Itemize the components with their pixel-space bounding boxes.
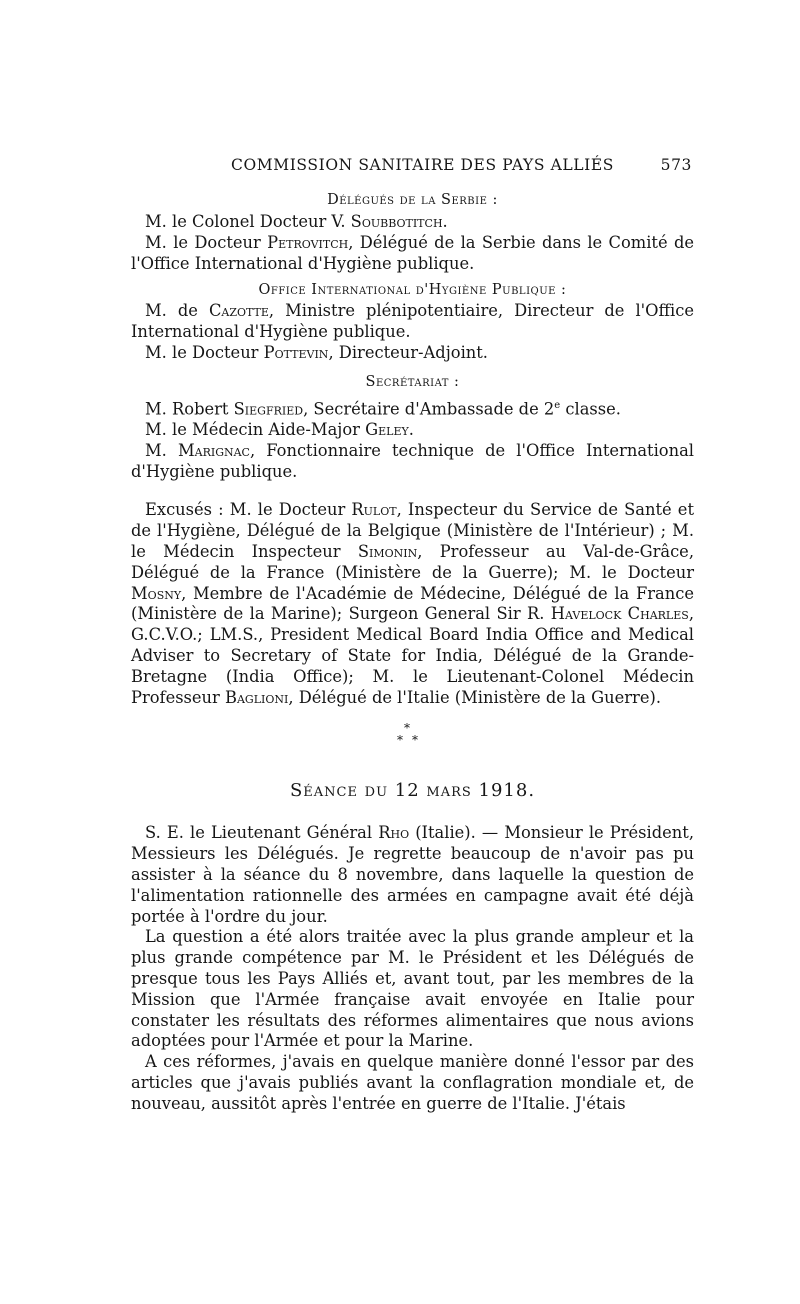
speech-block: [131, 823, 694, 1114]
paragraph-cazotte: M. de Cazotte, Ministre plénipotentiaire, Directeur de l'Office International d'Hygiène publique.: [131, 301, 694, 342]
asterism-star-left: *: [397, 733, 403, 748]
office-block: [131, 301, 694, 363]
book-page: [131, 156, 694, 1115]
seance-title: Séance du 12 mars 1918.: [289, 780, 536, 802]
section-heading-serbie: Délégués de la Serbie :: [327, 192, 498, 208]
running-head: [131, 156, 694, 180]
paragraph-petrovitch: M. le Docteur Petrovitch, Délégué de la Serbie dans le Comité de l'Office International d'Hygiène publique.: [131, 232, 694, 273]
paragraph-reformes: A ces réformes, j'avais en quelque manière donné l'essor par des articles que j'avais publiés avant la conflagration mondiale et, de nouveau, aussitôt après l'entrée en guerre de l'Italie. J'étais: [131, 1052, 694, 1113]
paragraph-marignac: M. Marignac, Fonctionnaire technique de l'Office International d'Hygiène publique.: [131, 440, 694, 481]
paragraph-soubbotitch: M. le Colonel Docteur V. Soubbotitch.: [145, 212, 448, 231]
paragraph-question: La question a été alors traitée avec la plus grande ampleur et la plus grande compétence par M. le Président et les Délégués de presque tous les Pays Alliés et, avant tout, par les membres de la Mission que l'Armée française avait envoyée en Italie pour constater les résultats des réformes alimentaires que nous avions adoptées pour l'Armée et pour la Marine.: [131, 927, 694, 1051]
paragraph-rho: S. E. le Lieutenant Général Rho (Italie). — Monsieur le Président, Messieurs les Délégués. Je regrette beaucoup de n'avoir pas pu assister à la séance du 8 novembre, dans laquelle la question de l'alimentation rationnelle des armées en campagne avait été déjà portée à l'ordre du jour.: [131, 823, 695, 926]
asterism-star-top: *: [404, 721, 410, 736]
secretariat-block: [131, 396, 694, 483]
asterism-star-right: *: [412, 733, 418, 748]
paragraph-pottevin: M. le Docteur Pottevin, Directeur-Adjoint.: [145, 342, 488, 362]
paragraph-geley: M. le Médecin Aide-Major Geley.: [145, 420, 414, 439]
page-number: 573: [660, 156, 692, 174]
paragraph-excuses: Excusés : M. le Docteur Rulot, Inspecteur du Service de Santé et de l'Hygiène, Délégué de la Belgique (Ministère de l'Intérieur) ; M. le Médecin Inspecteur Simonin, Professeur au Val-de-Grâce, Délégué de la France (Ministère de la Guerre); M. le Docteur Mosny, Membre de l'Académie de Médecine, Délégué de la France (Ministère de la Marine); Surgeon General Sir R. Havelock Charles, G.C.V.O.; LM.S., President Medical Board India Office and Medical Adviser to Secretary of State for India, Délégué de la Grande-Bretagne (India Office); M. le Lieutenant-Colonel Médecin Professeur Baglioni, Délégué de l'Italie (Ministère de la Guerre).: [131, 500, 694, 707]
section-heading-secretariat: Secrétariat :: [365, 373, 460, 390]
section-heading-office: Office International d'Hygiène Publique :: [258, 282, 567, 299]
running-head-title: COMMISSION SANITAIRE DES PAYS ALLIÉS: [231, 156, 615, 174]
asterism: [131, 722, 694, 752]
serbie-block: [131, 212, 694, 274]
paragraph-siegfried: M. Robert Siegfried, Secrétaire d'Ambassade de 2e classe.: [145, 399, 621, 419]
